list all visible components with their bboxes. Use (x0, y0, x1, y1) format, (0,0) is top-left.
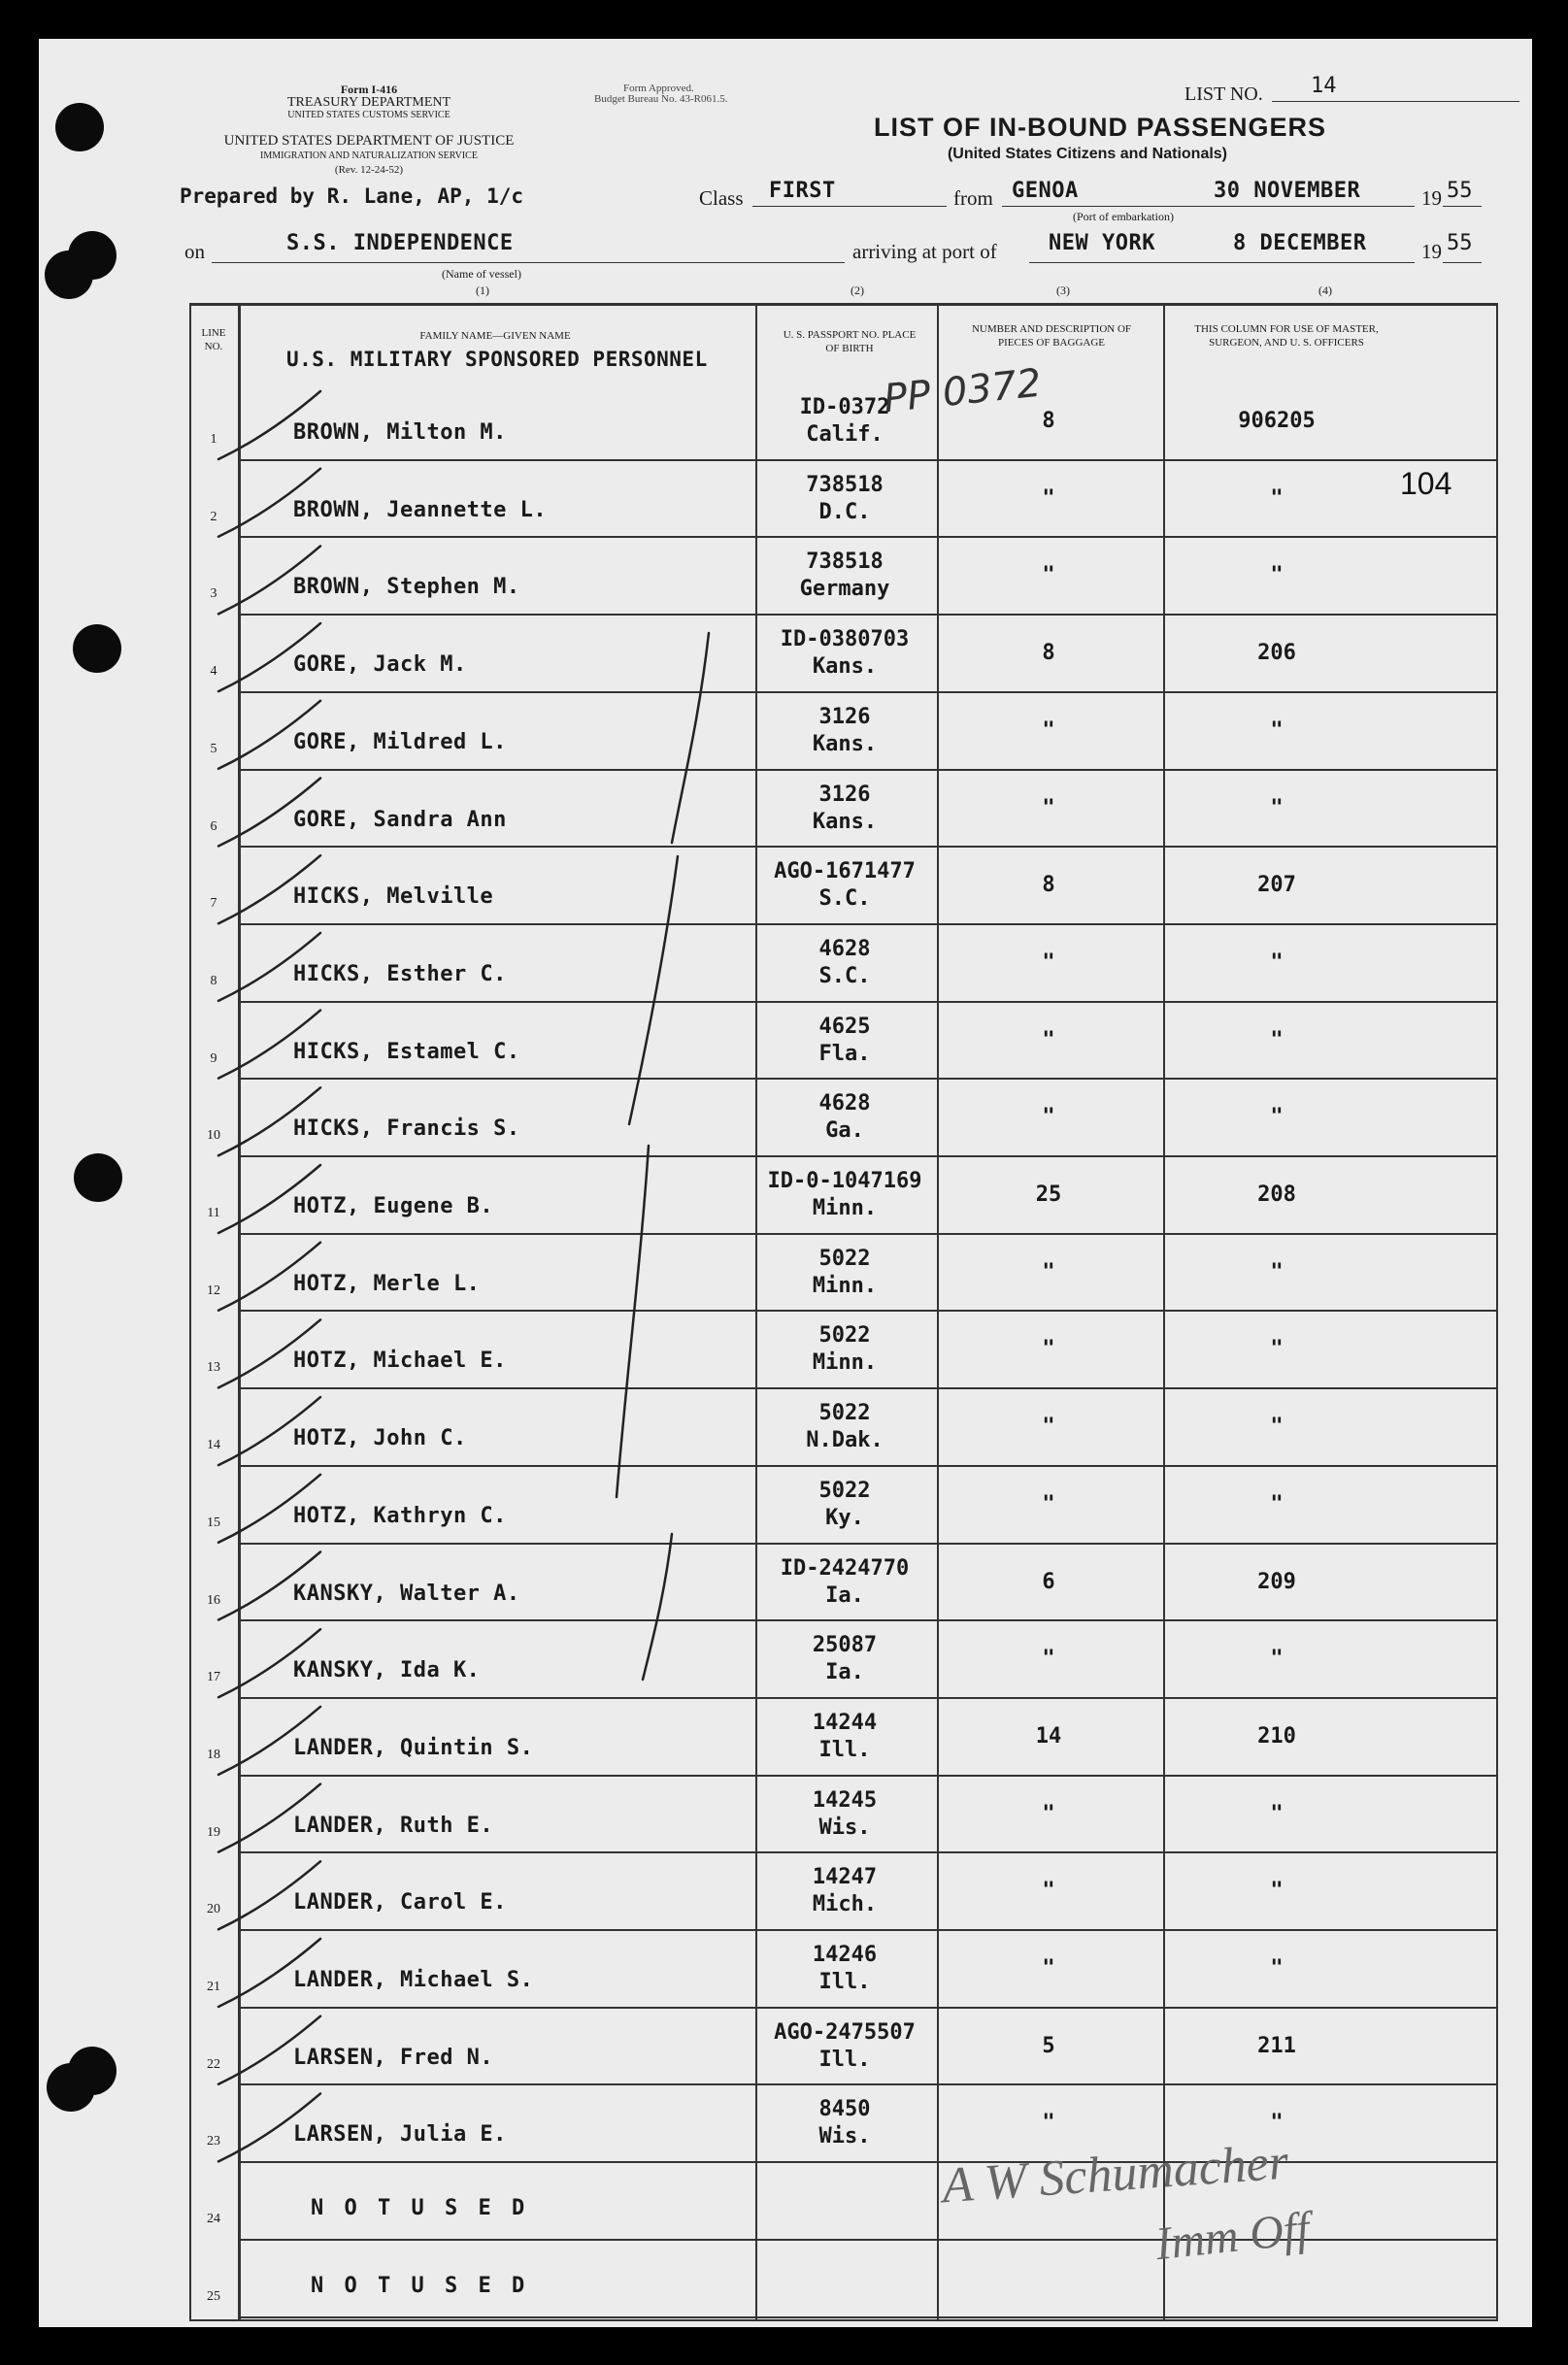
col-number-4: (4) (1318, 283, 1332, 297)
baggage-count: 6 (1042, 1569, 1055, 1594)
passport-number: 14246 (812, 1943, 878, 1967)
officer-number: " (1270, 1105, 1284, 1130)
place-of-birth: Calif. (806, 422, 884, 447)
officer-number: 211 (1257, 2033, 1296, 2058)
from-value: GENOA (1012, 179, 1079, 203)
line-number: 5 (210, 741, 217, 756)
passenger-name: GORE, Jack M. (293, 652, 467, 678)
line-number: 11 (207, 1206, 220, 1220)
passenger-name: LANDER, Ruth E. (293, 1813, 494, 1838)
passport-number: 5022 (818, 1246, 871, 1271)
place-of-birth: Ky. (825, 1505, 864, 1530)
line-number: 24 (207, 2212, 220, 2227)
col-number-3: (3) (1056, 283, 1070, 297)
passport-number: 5022 (818, 1401, 871, 1426)
line-number: 8 (210, 973, 217, 988)
arrival-port: NEW YORK (1049, 231, 1155, 255)
passenger-name: HOTZ, Merle L. (293, 1271, 481, 1296)
tick-mark (218, 1784, 320, 1852)
baggage-count: 8 (1042, 409, 1055, 433)
passport-number: 4628 (818, 936, 871, 961)
passenger-name: LANDER, Quintin S. (293, 1735, 534, 1760)
baggage-count: " (1042, 2111, 1055, 2136)
passenger-name: LARSEN, Julia E. (293, 2122, 507, 2148)
place-of-birth: Fla. (818, 1041, 871, 1066)
tick-mark (218, 1011, 320, 1079)
passenger-name: HOTZ, Michael E. (293, 1349, 507, 1374)
baggage-count: " (1042, 717, 1055, 743)
tick-mark (218, 2016, 320, 2084)
place-of-birth: Ill. (818, 1737, 871, 1762)
dept-customs: UNITED STATES CUSTOMS SERVICE (287, 110, 450, 120)
header-baggage: NUMBER AND DESCRIPTION OF PIECES OF BAGGAGE (971, 323, 1132, 349)
place-of-birth: S.C. (818, 886, 871, 912)
passport-number: 14244 (812, 1710, 878, 1735)
tick-mark (218, 391, 320, 459)
place-of-birth: Ill. (818, 1970, 871, 1994)
port-embarkation-label: (Port of embarkation) (1073, 210, 1174, 223)
signature-title: Imm Off (1152, 2202, 1312, 2271)
vessel-name: S.S. INDEPENDENCE (286, 231, 514, 255)
place-of-birth: Kans. (812, 731, 878, 756)
officer-number: " (1270, 1491, 1284, 1516)
place-of-birth: Minn. (812, 1196, 878, 1220)
header-passport: U. S. PASSPORT NO. PLACE OF BIRTH (783, 329, 917, 354)
tick-mark (218, 933, 320, 1001)
tick-mark (218, 1939, 320, 2007)
officer-number: " (1270, 1415, 1284, 1440)
officer-number: 208 (1257, 1182, 1296, 1207)
col-number-1: (1) (476, 283, 489, 297)
baggage-count: " (1042, 563, 1055, 588)
passenger-name: HICKS, Francis S. (293, 1116, 520, 1142)
baggage-count: " (1042, 485, 1055, 511)
line-number: 17 (207, 1670, 220, 1685)
binder-hole (55, 103, 104, 151)
line-number: 16 (207, 1592, 220, 1608)
passenger-name: HICKS, Estamel C. (293, 1039, 520, 1064)
year-value: 55 (1447, 179, 1473, 203)
tick-mark (218, 1319, 320, 1387)
baggage-count: " (1042, 1879, 1055, 1904)
passenger-name: KANSKY, Ida K. (293, 1658, 481, 1683)
handwritten-marks (39, 39, 1532, 2327)
baggage-count: " (1042, 1491, 1055, 1516)
passport-number: 4628 (818, 1091, 871, 1116)
form-approved: Form Approved. (623, 83, 694, 94)
passenger-name: BROWN, Milton M. (293, 420, 507, 445)
line-number: 19 (207, 1824, 220, 1840)
passport-number: ID-0372 (799, 395, 890, 419)
baggage-count: " (1042, 949, 1055, 975)
header-name: FAMILY NAME—GIVEN NAME (419, 330, 571, 342)
officer-number: " (1270, 1027, 1284, 1052)
dept-ins: IMMIGRATION AND NATURALIZATION SERVICE (260, 150, 478, 161)
passport-number: 738518 (806, 472, 884, 497)
officer-number: 206 (1257, 641, 1296, 666)
tick-mark (218, 1165, 320, 1233)
passenger-name: BROWN, Jeannette L. (293, 497, 548, 522)
from-label: from (953, 186, 993, 210)
passenger-name: GORE, Sandra Ann (293, 807, 507, 832)
baggage-count: " (1042, 1337, 1055, 1362)
passenger-name: LARSEN, Fred N. (293, 2045, 494, 2070)
place-of-birth: Wis. (818, 1815, 871, 1840)
tick-mark (218, 2093, 320, 2161)
officer-number: " (1270, 1879, 1284, 1904)
passenger-name: LANDER, Michael S. (293, 1968, 534, 1992)
officer-number: " (1270, 1259, 1284, 1284)
class-label: Class (699, 186, 744, 210)
place-of-birth: Kans. (812, 809, 878, 834)
dept-treasury: TREASURY DEPARTMENT (286, 95, 451, 110)
departure-date: 30 NOVEMBER (1214, 179, 1361, 203)
tick-mark (218, 469, 320, 537)
passenger-name: LANDER, Carol E. (293, 1890, 507, 1915)
passenger-name: HICKS, Melville (293, 884, 494, 910)
place-of-birth: Minn. (812, 1273, 878, 1298)
officer-number: " (1270, 717, 1284, 743)
officer-number: " (1270, 1956, 1284, 1981)
col-number-2: (2) (851, 283, 864, 297)
prepared-by: Prepared by R. Lane, AP, 1/c (180, 184, 524, 208)
place-of-birth: Kans. (812, 654, 878, 680)
line-number: 20 (207, 1902, 220, 1917)
passport-number: 5022 (818, 1323, 871, 1349)
arriving-label: arriving at port of (852, 240, 997, 263)
line-number: 1 (210, 432, 217, 447)
passport-number: ID-0-1047169 (767, 1169, 922, 1193)
tick-mark (218, 1707, 320, 1775)
page-subtitle: (United States Citizens and Nationals) (947, 146, 1228, 162)
line-number: 13 (207, 1360, 220, 1376)
line-number: 9 (210, 1050, 217, 1066)
line-number: 10 (207, 1128, 220, 1144)
place-of-birth: Mich. (812, 1892, 878, 1917)
on-label: on (184, 240, 205, 263)
line-number: 21 (207, 1980, 220, 1994)
officer-number: " (1270, 1647, 1284, 1672)
form-revision: (Rev. 12-24-52) (334, 164, 404, 176)
line-number: 3 (210, 586, 217, 602)
line-number: 25 (207, 2288, 220, 2304)
officer-number: 906205 (1238, 409, 1316, 433)
passenger-name: HOTZ, John C. (293, 1426, 467, 1451)
officer-number: " (1270, 1337, 1284, 1362)
tick-mark (218, 623, 320, 691)
tick-mark (218, 1475, 320, 1543)
passenger-name: HOTZ, Eugene B. (293, 1194, 494, 1218)
tick-mark (218, 855, 320, 923)
passport-number: 14245 (812, 1787, 878, 1813)
place-of-birth: D.C. (818, 499, 871, 524)
officer-number: 207 (1257, 873, 1296, 898)
budget-bureau: Budget Bureau No. 43-R061.5. (594, 93, 728, 105)
line-number: 12 (207, 1282, 220, 1298)
line-number: 2 (210, 509, 217, 524)
dept-justice: UNITED STATES DEPARTMENT OF JUSTICE (223, 133, 515, 149)
passenger-name: KANSKY, Walter A. (293, 1581, 520, 1606)
year-prefix: 19 (1421, 186, 1442, 210)
line-number: 7 (210, 896, 217, 912)
baggage-count: 8 (1042, 641, 1055, 666)
passport-number: 3126 (818, 704, 871, 729)
line-number: 4 (210, 664, 217, 680)
binder-hole (68, 231, 117, 280)
tick-mark (218, 1397, 320, 1465)
passport-number: 738518 (806, 550, 884, 575)
form-number: Form I-416 (340, 83, 398, 96)
passenger-name: HICKS, Esther C. (293, 961, 507, 986)
passport-number: 4625 (818, 1014, 871, 1039)
baggage-count: 5 (1042, 2033, 1055, 2058)
place-of-birth: Minn. (812, 1350, 878, 1376)
page-title: LIST OF IN-BOUND PASSENGERS (874, 113, 1327, 142)
officer-number: " (1270, 563, 1284, 588)
line-number: 18 (207, 1747, 220, 1762)
baggage-count: " (1042, 1105, 1055, 1130)
baggage-count: 8 (1042, 873, 1055, 898)
passport-number: ID-2424770 (780, 1555, 910, 1581)
header-group: U.S. MILITARY SPONSORED PERSONNEL (286, 348, 708, 371)
margin-number: 104 (1400, 466, 1452, 501)
officer-number: " (1270, 485, 1284, 511)
baggage-count: 14 (1035, 1723, 1062, 1749)
passport-number: 3126 (818, 782, 871, 807)
place-of-birth: Ga. (825, 1118, 864, 1144)
tick-mark (218, 1087, 320, 1155)
binder-hole (74, 1153, 122, 1202)
arrival-year-prefix: 19 (1421, 240, 1442, 263)
place-of-birth: S.C. (818, 963, 871, 988)
baggage-count: " (1042, 1027, 1055, 1052)
vessel-label: (Name of vessel) (442, 267, 521, 281)
passport-number: AGO-2475507 (774, 2019, 916, 2045)
tick-mark (218, 1629, 320, 1697)
line-number: 6 (210, 818, 217, 834)
line-number: 23 (207, 2134, 220, 2149)
officer-number: 210 (1257, 1723, 1296, 1749)
baggage-count: " (1042, 1956, 1055, 1981)
passport-number: 25087 (812, 1633, 878, 1658)
officer-number: " (1270, 795, 1284, 820)
list-no-label: LIST NO. (1184, 83, 1263, 105)
line-number: 14 (207, 1438, 220, 1453)
officer-number: 209 (1257, 1569, 1296, 1594)
header-officers: THIS COLUMN FOR USE OF MASTER, SURGEON, AND U. S. OFFICERS (1194, 323, 1379, 349)
pp-note: PP 0372 (882, 360, 1044, 422)
place-of-birth: Ia. (825, 1582, 864, 1608)
baggage-count: " (1042, 1415, 1055, 1440)
tick-mark (218, 1552, 320, 1620)
tick-mark (218, 779, 320, 847)
tick-mark (218, 701, 320, 769)
tick-mark (218, 546, 320, 614)
arrival-year: 55 (1447, 231, 1473, 255)
officer-number: " (1270, 1801, 1284, 1826)
passport-number: ID-0380703 (780, 627, 910, 652)
passenger-name: GORE, Mildred L. (293, 729, 507, 754)
manifest-sheet (39, 39, 1532, 2327)
officer-number: " (1270, 2111, 1284, 2136)
signature: A W Schumacher (940, 2134, 1290, 2215)
passport-number: 5022 (818, 1478, 871, 1503)
line-number: 22 (207, 2056, 220, 2072)
place-of-birth: Ill. (818, 2047, 871, 2072)
place-of-birth: Wis. (818, 2124, 871, 2149)
baggage-count: " (1042, 1259, 1055, 1284)
list-no-value: 14 (1311, 74, 1337, 98)
header-line-no: LINE NO. (201, 327, 226, 352)
officer-number: " (1270, 949, 1284, 975)
arrival-date: 8 DECEMBER (1233, 231, 1367, 255)
baggage-count: " (1042, 1801, 1055, 1826)
passport-number: AGO-1671477 (774, 859, 916, 884)
passenger-name: N O T U S E D (311, 2273, 529, 2298)
class-value: FIRST (769, 179, 836, 203)
baggage-count: " (1042, 1647, 1055, 1672)
place-of-birth: Germany (799, 577, 890, 602)
tick-mark (218, 1861, 320, 1929)
tick-mark (218, 1243, 320, 1311)
baggage-count: 25 (1035, 1182, 1062, 1207)
passport-number: 8450 (818, 2097, 871, 2122)
passenger-name: BROWN, Stephen M. (293, 575, 520, 600)
passenger-name: N O T U S E D (311, 2196, 529, 2221)
baggage-count: " (1042, 795, 1055, 820)
binder-hole (68, 2047, 117, 2095)
binder-hole (73, 624, 121, 673)
passport-number: 14247 (812, 1865, 878, 1890)
place-of-birth: Ia. (825, 1660, 864, 1685)
passenger-name: HOTZ, Kathryn C. (293, 1503, 507, 1528)
line-number: 15 (207, 1515, 220, 1530)
place-of-birth: N.Dak. (806, 1428, 884, 1453)
